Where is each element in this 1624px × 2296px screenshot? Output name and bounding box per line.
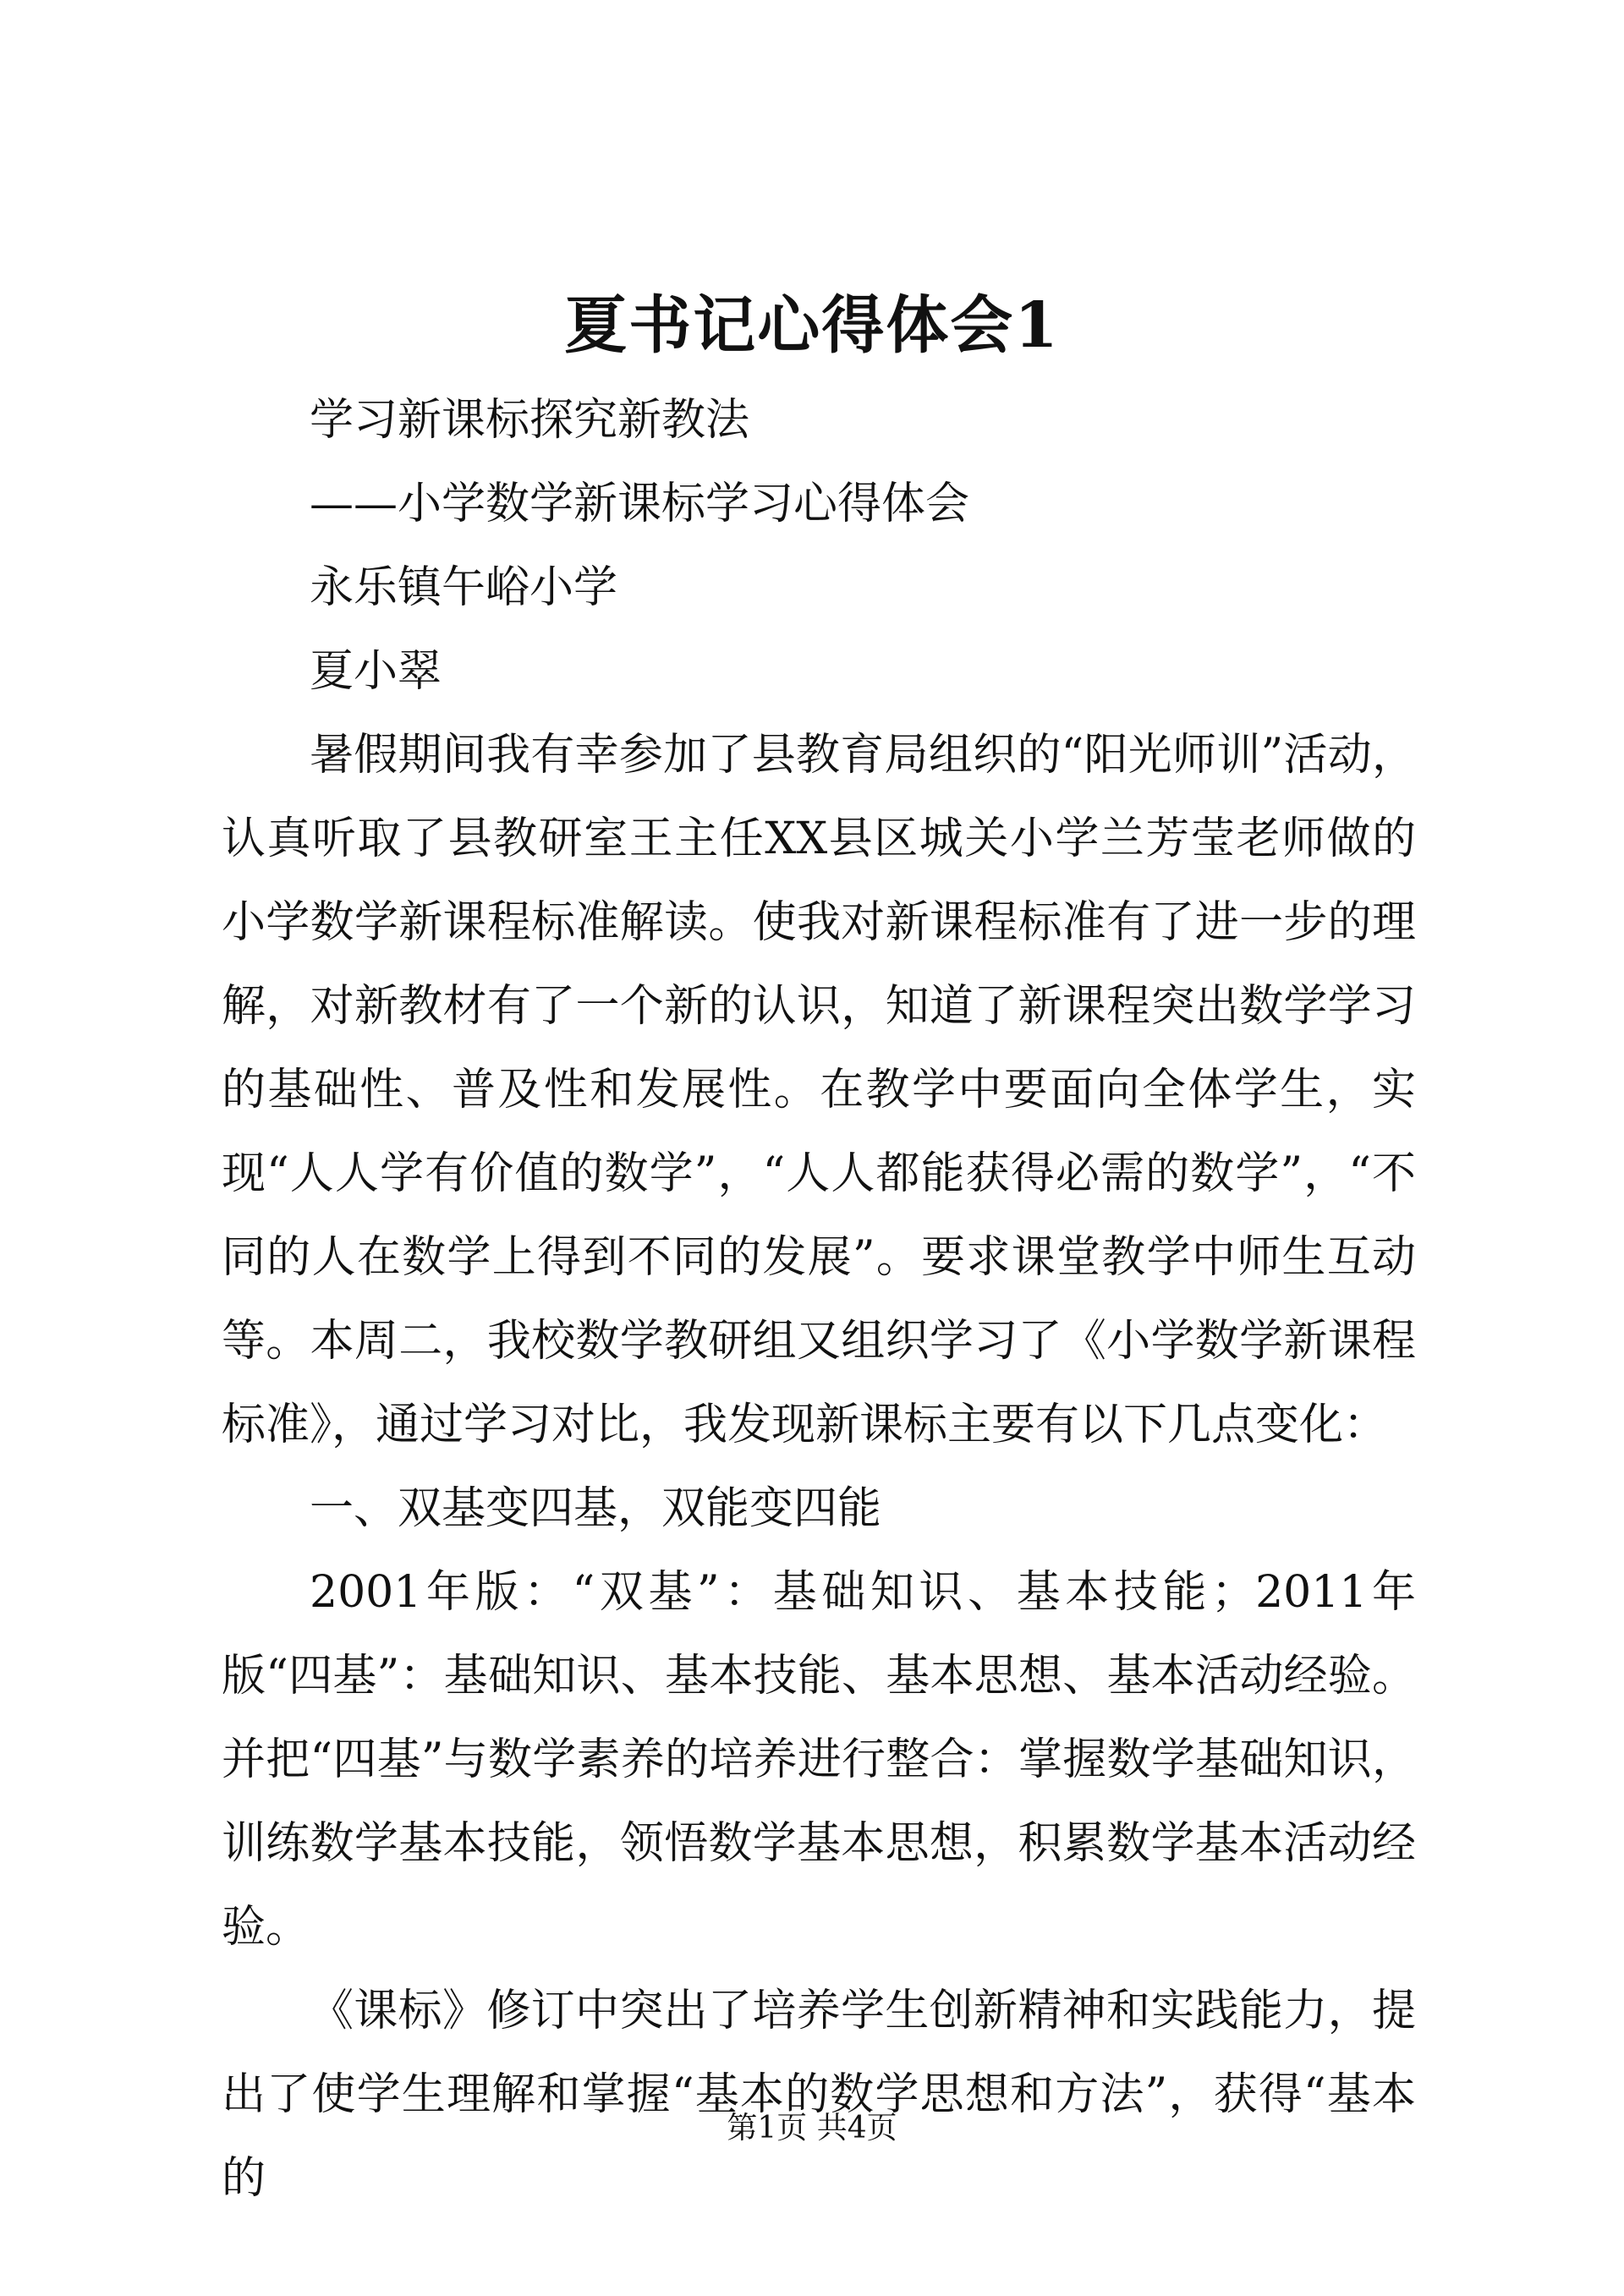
page-footer: 第1页 共4页 bbox=[727, 2111, 897, 2145]
paragraph-standards: 《课标》修订中突出了培养学生创新精神和实践能力，提出了使学生理解和掌握“基本的数学思想和方法”，获得“基本的 bbox=[222, 1986, 1416, 2204]
subtitle-line: 学习新课标探究新教法 bbox=[310, 395, 750, 446]
paragraph-intro: 暑假期间我有幸参加了县教育局组织的“阳光师训”活动，认真听取了县教研室王主任XX县区城关小学兰芳莹老师做的小学数学新课程标准解读。使我对新课程标准有了进一步的理解，对新教材有了一个新的认识，知道了新课程突出数学学习的基础性、普及性和发展性。在教学中要面向全体学生，实现“人人学有价值的数学”，“人人都能获得必需的数学”，“不同的人在数学上得到不同的发展”。要求课堂教学中师生互动等。本周二，我校数学教研组又组织学习了《小学数学新课程标准》，通过学习对比，我发现新课标主要有以下几点变化： bbox=[222, 730, 1416, 1450]
author-line: 夏小翠 bbox=[310, 646, 442, 697]
document-title: 夏书记心得体会1 bbox=[564, 289, 1060, 362]
document-body bbox=[222, 379, 1416, 2221]
school-line: 永乐镇午峪小学 bbox=[310, 562, 618, 613]
subtitle-dash-line: ——小学数学新课标学习心得体会 bbox=[310, 479, 970, 529]
section-heading-1: 一、双基变四基，双能变四能 bbox=[310, 1483, 882, 1534]
paragraph-four-basics: 2001年版：“双基”：基础知识、基本技能；2011年版“四基”：基础知识、基本技能、基本思想、基本活动经验。并把“四基”与数学素养的培养进行整合：掌握数学基础知识，训练数学基本技能，领悟数学基本思想，积累数学基本活动经验。 bbox=[222, 1567, 1416, 1953]
